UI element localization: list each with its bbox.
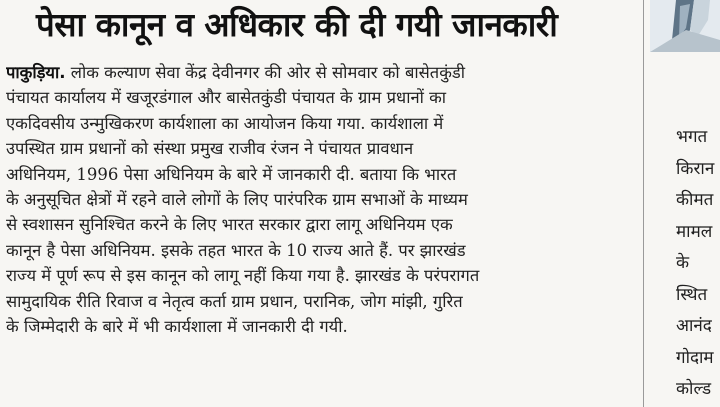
article-dateline: पाकुड़िया. xyxy=(6,63,66,82)
column-divider xyxy=(643,0,644,407)
article-line-text: लोक कल्याण सेवा केंद्र देवीनगर की ओर से सोमवार को बासेतकुंडी xyxy=(65,63,465,82)
article-line: सामुदायिक रीति रिवाज व नेतृत्व कर्ता ग्राम प्रधान, परानिक, जोग मांझी, गुरित xyxy=(6,291,463,311)
adjacent-line: गोदाम xyxy=(676,347,714,368)
adjacent-line: कीमत xyxy=(676,190,714,210)
article-line: उपस्थित ग्राम प्रधानों को संस्था प्रमुख राजीव रंजन ने पंचायत प्रावधान xyxy=(6,139,414,159)
article-line: के अनुसूचित क्षेत्रों में रहने वाले लोगों के लिए पारंपरिक ग्राम सभाओं के माध्यम xyxy=(6,189,468,209)
article-line: एकदिवसीय उन्मुखिकरण कार्यशाला का आयोजन किया गया. कार्यशाला में xyxy=(6,113,444,133)
article-line: राज्य में पूर्ण रूप से इस कानून को लागू नहीं किया गया है. झारखंड के परंपरागत xyxy=(6,266,480,286)
article-line: पंचायत कार्यालय में खजूरडंगाल और बासेतकुंडी पंचायत के ग्राम प्रधानों का xyxy=(6,88,447,108)
adjacent-photo xyxy=(650,0,720,52)
article-body xyxy=(6,60,640,339)
article-line: के जिम्मेदारी के बारे में भी कार्यशाला में जानकारी दी गयी. xyxy=(6,316,348,336)
adjacent-column-text xyxy=(676,122,720,406)
adjacent-line: मामल xyxy=(676,221,713,242)
adjacent-line: कोल्ड xyxy=(676,379,712,399)
adjacent-line: किरान xyxy=(676,158,715,179)
adjacent-line: स्थित xyxy=(676,284,708,305)
adjacent-line: आनंद xyxy=(676,316,712,336)
article-headline: पेसा कानून व अधिकार की दी गयी जानकारी xyxy=(36,5,558,44)
article-line: कानून है पेसा अधिनियम. इसके तहत भारत के 10 राज्य आते हैं. पर झारखंड xyxy=(6,240,466,260)
photo-fragment-icon xyxy=(650,0,720,52)
article-line xyxy=(6,60,640,85)
news-article xyxy=(6,0,640,407)
article-line: से स्वशासन सुनिश्चित करने के लिए भारत सरकार द्वारा लागू अधिनियम एक xyxy=(6,215,453,235)
adjacent-line: के xyxy=(676,253,690,273)
article-line: अधिनियम, 1996 पेसा अधिनियम के बारे में जानकारी दी. बताया कि भारत xyxy=(6,164,457,184)
adjacent-line: भगत xyxy=(676,127,708,147)
